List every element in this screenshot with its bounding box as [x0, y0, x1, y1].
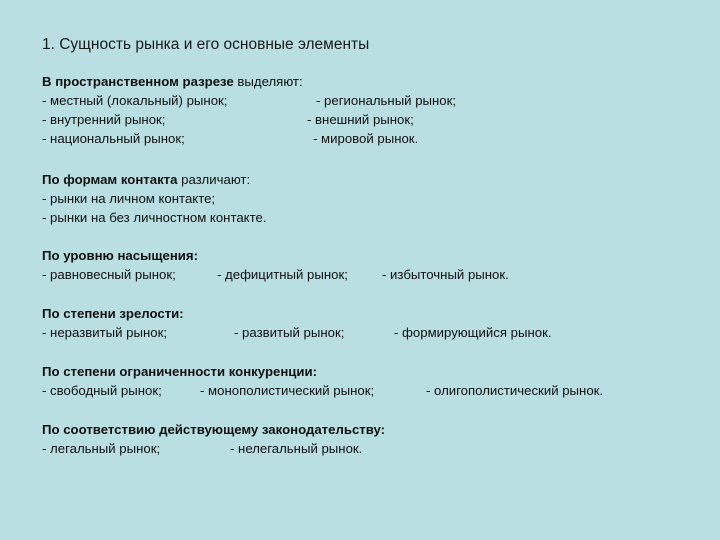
list-item: - олигополистический рынок. [426, 383, 604, 398]
heading-bold: По степени зрелости: [42, 306, 184, 321]
list-item: - рынки на личном контакте; [42, 191, 216, 206]
section-saturation [42, 246, 602, 284]
section-heading [42, 304, 642, 323]
heading-bold: По степени ограниченности конкуренции: [42, 364, 318, 379]
heading-rest: выделяют: [233, 74, 303, 89]
section-heading [42, 420, 512, 439]
list-row [42, 129, 512, 148]
list-item: - региональный рынок; [316, 93, 457, 108]
list-row [42, 110, 512, 129]
heading-bold: По формам контакта [42, 172, 178, 187]
section-heading [42, 72, 512, 91]
section-heading [42, 170, 267, 189]
section-spatial [42, 72, 512, 148]
slide-title: 1. Сущность рынка и его основные элементы [42, 36, 370, 53]
section-heading [42, 362, 682, 381]
list-row [42, 265, 602, 284]
list-row [42, 439, 512, 458]
list-item: - рынки на без личностном контакте. [42, 210, 267, 225]
heading-bold: В пространственном разрезе [42, 74, 234, 89]
list-row [42, 91, 512, 110]
list-item: - легальный рынок; [42, 441, 161, 456]
list-item: - избыточный рынок. [382, 267, 509, 282]
section-heading [42, 246, 602, 265]
list-item: - монополистический рынок; [200, 383, 375, 398]
list-item: - равновесный рынок; [42, 267, 176, 282]
heading-bold: По соответствию действующему законодательству: [42, 422, 386, 437]
list-item: - местный (локальный) рынок; [42, 93, 228, 108]
list-item: - мировой рынок. [313, 131, 419, 146]
heading-bold: По уровню насыщения: [42, 248, 198, 263]
list-row [42, 323, 642, 342]
list-item: - национальный рынок; [42, 131, 185, 146]
list-item: - внешний рынок; [307, 112, 414, 127]
list-item: - развитый рынок; [234, 325, 345, 340]
heading-rest: различают: [177, 172, 251, 187]
section-contact [42, 170, 267, 227]
list-item: - внутренний рынок; [42, 112, 166, 127]
section-legislation [42, 420, 512, 458]
list-item: - неразвитый рынок; [42, 325, 168, 340]
list-item: - дефицитный рынок; [217, 267, 348, 282]
list-item: - нелегальный рынок. [230, 441, 363, 456]
list-item: - формирующийся рынок. [394, 325, 552, 340]
section-maturity [42, 304, 642, 342]
section-competition [42, 362, 682, 400]
list-row [42, 381, 682, 400]
list-item: - свободный рынок; [42, 383, 162, 398]
